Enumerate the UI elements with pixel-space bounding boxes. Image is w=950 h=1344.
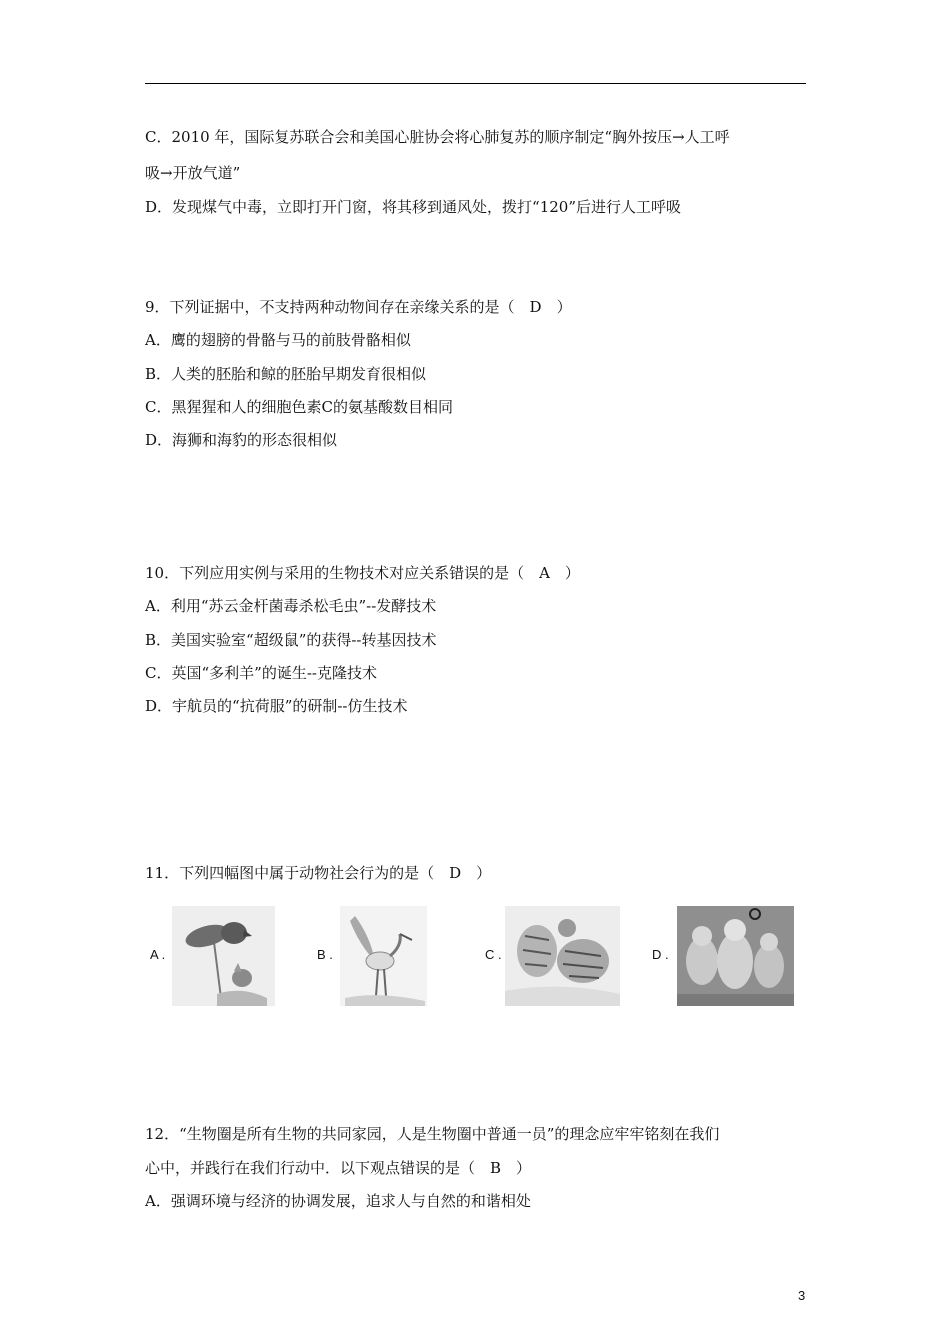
q10-option-c: C．英国“多利羊”的诞生--克隆技术 bbox=[145, 664, 377, 682]
monkey-troop-image bbox=[677, 906, 794, 1006]
q10-option-a: A．利用“苏云金杆菌毒杀松毛虫”--发酵技术 bbox=[145, 597, 437, 615]
q10-option-d: D．宇航员的“抗荷服”的研制--仿生技术 bbox=[145, 697, 408, 715]
q11-label-a: A . bbox=[150, 947, 166, 962]
page-number: 3 bbox=[798, 1288, 806, 1303]
q9-stem: 9．下列证据中，不支持两种动物间存在亲缘关系的是（ D ） bbox=[145, 298, 572, 316]
q11-label-c: C . bbox=[485, 947, 502, 962]
q8-option-c-line2: 吸→开放气道” bbox=[145, 164, 241, 182]
q8-option-c-line1: C．2010 年，国际复苏联合会和美国心脏协会将心肺复苏的顺序制定“胸外按压→人工呼 bbox=[145, 128, 730, 146]
q11-stem: 11．下列四幅图中属于动物社会行为的是（ D ） bbox=[145, 864, 492, 882]
q10-stem: 10．下列应用实例与采用的生物技术对应关系错误的是（ A ） bbox=[145, 564, 580, 582]
q9-option-c: C．黑猩猩和人的细胞色素C的氨基酸数目相同 bbox=[145, 398, 453, 416]
bird-feeding-image bbox=[172, 906, 275, 1006]
crane-image bbox=[340, 906, 427, 1006]
q12-option-a: A．强调环境与经济的协调发展，追求人与自然的和谐相处 bbox=[145, 1192, 531, 1210]
monkeys-icon bbox=[677, 906, 794, 1006]
bird-feeding-icon bbox=[172, 906, 275, 1006]
q10-option-b: B．美国实验室“超级鼠”的获得--转基因技术 bbox=[145, 631, 437, 649]
q9-option-b: B．人类的胚胎和鲸的胚胎早期发育很相似 bbox=[145, 365, 427, 383]
tigers-icon bbox=[505, 906, 620, 1006]
q9-option-a: A．鹰的翅膀的骨骼与马的前肢骨骼相似 bbox=[145, 331, 411, 349]
q8-option-d: D．发现煤气中毒，立即打开门窗，将其移到通风处，拨打“120”后进行人工呼吸 bbox=[145, 198, 681, 216]
q12-stem-line2: 心中，并践行在我们行动中．以下观点错误的是（ B ） bbox=[145, 1159, 532, 1177]
header-rule bbox=[145, 83, 806, 84]
tigers-fighting-image bbox=[505, 906, 620, 1006]
q12-stem-line1: 12．“生物圈是所有生物的共同家园，人是生物圈中普通一员”的理念应牢牢铭刻在我们 bbox=[145, 1125, 720, 1143]
q9-option-d: D．海狮和海豹的形态很相似 bbox=[145, 431, 338, 449]
q11-label-d: D . bbox=[652, 947, 669, 962]
q11-label-b: B . bbox=[317, 947, 333, 962]
crane-icon bbox=[340, 906, 427, 1006]
